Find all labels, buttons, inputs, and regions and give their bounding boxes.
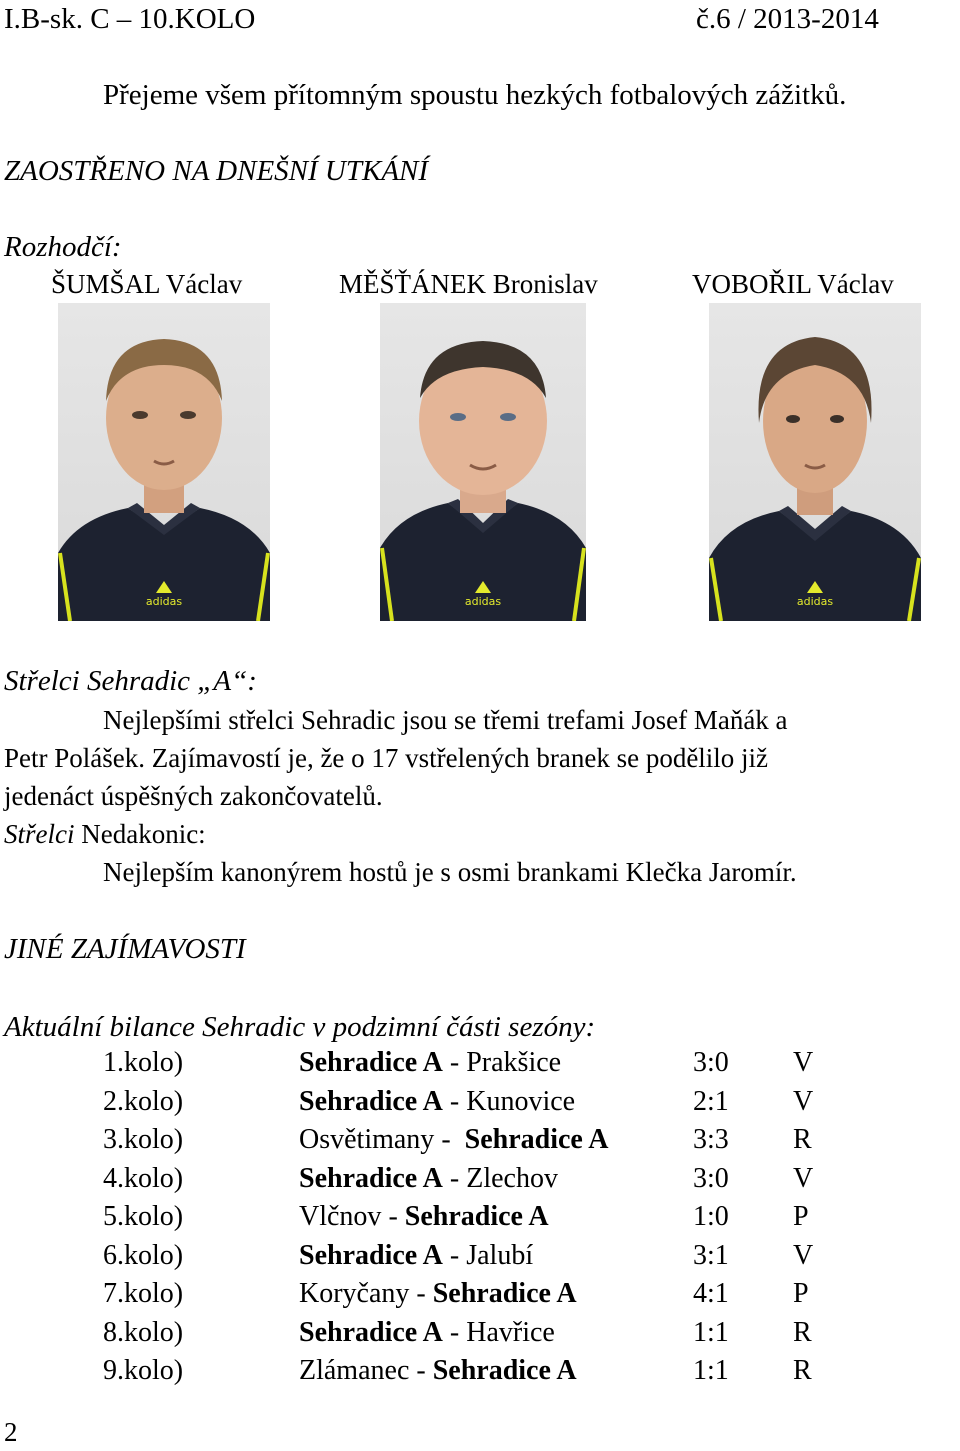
result-separator: - bbox=[409, 1355, 433, 1386]
result-match bbox=[299, 1083, 575, 1121]
result-outcome: P bbox=[793, 1201, 809, 1232]
result-match bbox=[299, 1198, 549, 1236]
result-score: 4:1 bbox=[693, 1278, 729, 1309]
result-away-team: Havřice bbox=[466, 1316, 555, 1348]
result-match bbox=[299, 1121, 609, 1159]
focus-heading: ZAOSTŘENO NA DNEŠNÍ UTKÁNÍ bbox=[4, 155, 429, 187]
result-away-team: Sehradice A bbox=[464, 1124, 609, 1155]
result-score: 3:0 bbox=[693, 1162, 729, 1194]
result-outcome: V bbox=[793, 1047, 814, 1078]
result-home-team: Sehradice A bbox=[299, 1316, 443, 1348]
result-away-team: Sehradice A bbox=[432, 1278, 577, 1309]
result-round: 7.kolo) bbox=[103, 1278, 184, 1309]
result-outcome: V bbox=[793, 1085, 814, 1117]
result-outcome: V bbox=[793, 1239, 814, 1271]
result-score: 3:1 bbox=[693, 1239, 729, 1271]
referee-photo-1 bbox=[58, 303, 270, 621]
result-home-team: Sehradice A bbox=[299, 1162, 443, 1194]
result-round: 8.kolo) bbox=[103, 1316, 184, 1348]
referee-name-3: VOBOŘIL Václav bbox=[692, 269, 894, 299]
result-score: 1:1 bbox=[693, 1316, 729, 1348]
result-separator: - bbox=[381, 1201, 405, 1232]
result-outcome: V bbox=[793, 1162, 814, 1194]
result-score: 3:0 bbox=[693, 1047, 729, 1078]
result-round: 1.kolo) bbox=[103, 1047, 184, 1078]
result-separator: - bbox=[442, 1316, 467, 1348]
scorers-away-label-rest: Nedakonic: bbox=[81, 819, 206, 849]
referee-photo-2 bbox=[380, 303, 586, 621]
result-score: 3:3 bbox=[693, 1124, 729, 1155]
scorers-home-line3: jedenáct úspěšných zakončovatelů. bbox=[4, 781, 383, 811]
scorers-away-label bbox=[4, 818, 206, 851]
scorers-away-label-italic: Střelci bbox=[4, 819, 75, 849]
referees-label: Rozhodčí: bbox=[4, 231, 122, 263]
result-home-team: Zlámanec bbox=[299, 1355, 410, 1386]
balance-label: Aktuální bilance Sehradic v podzimní části sezóny: bbox=[4, 1011, 596, 1043]
scorers-away-text: Nejlepším kanonýrem hostů je s osmi brankami Klečka Jaromír. bbox=[103, 857, 797, 887]
result-away-team: Zlechov bbox=[466, 1162, 558, 1194]
shirt-logo-1: adidas bbox=[145, 595, 183, 608]
shirt-logo-3: adidas bbox=[796, 595, 834, 608]
referee-photo-3 bbox=[709, 303, 921, 621]
result-home-team: Sehradice A bbox=[299, 1239, 443, 1271]
result-score: 2:1 bbox=[693, 1085, 729, 1117]
result-separator: - bbox=[434, 1124, 465, 1155]
result-outcome: R bbox=[793, 1355, 812, 1386]
result-separator: - bbox=[442, 1162, 467, 1194]
result-home-team: Sehradice A bbox=[299, 1047, 443, 1078]
result-round: 2.kolo) bbox=[103, 1085, 184, 1117]
result-away-team: Sehradice A bbox=[432, 1355, 577, 1386]
result-away-team: Kunovice bbox=[466, 1085, 576, 1117]
result-outcome: R bbox=[793, 1124, 812, 1155]
result-separator: - bbox=[442, 1085, 467, 1117]
result-away-team: Prakšice bbox=[466, 1047, 562, 1078]
result-match bbox=[299, 1275, 577, 1313]
result-score: 1:0 bbox=[693, 1201, 729, 1232]
other-heading: JINÉ ZAJÍMAVOSTI bbox=[4, 933, 246, 965]
result-home-team: Koryčany bbox=[299, 1278, 410, 1309]
result-round: 4.kolo) bbox=[103, 1162, 184, 1194]
result-separator: - bbox=[442, 1047, 467, 1078]
result-round: 9.kolo) bbox=[103, 1355, 184, 1386]
result-home-team: Osvětimany bbox=[299, 1124, 435, 1155]
result-score: 1:1 bbox=[693, 1355, 729, 1386]
page-number: 2 bbox=[4, 1417, 18, 1447]
result-outcome: P bbox=[793, 1278, 809, 1309]
referee-name-1: ŠUMŠAL Václav bbox=[51, 269, 243, 299]
scorers-home-line2: Petr Polášek. Zajímavostí je, že o 17 vstřelených branek se podělilo již bbox=[4, 743, 769, 773]
result-round: 5.kolo) bbox=[103, 1201, 184, 1232]
result-match bbox=[299, 1352, 577, 1390]
result-match bbox=[299, 1160, 558, 1198]
header-issue: I.B-sk. C – 10.KOLO bbox=[4, 3, 256, 35]
result-outcome: R bbox=[793, 1316, 812, 1348]
referee-name-2: MĚŠŤÁNEK Bronislav bbox=[339, 269, 598, 299]
scorers-home-line1: Nejlepšími střelci Sehradic jsou se třemi trefami Josef Maňák a bbox=[103, 705, 788, 735]
result-away-team: Sehradice A bbox=[404, 1201, 549, 1232]
result-separator: - bbox=[442, 1239, 467, 1271]
result-match bbox=[299, 1314, 555, 1352]
scorers-home-label: Střelci Sehradic „A“: bbox=[4, 665, 257, 697]
result-match bbox=[299, 1237, 533, 1275]
result-home-team: Sehradice A bbox=[299, 1085, 443, 1117]
result-round: 6.kolo) bbox=[103, 1239, 184, 1271]
greeting-text: Přejeme všem přítomným spoustu hezkých fotbalových zážitků. bbox=[103, 79, 847, 111]
result-round: 3.kolo) bbox=[103, 1124, 184, 1155]
result-home-team: Vlčnov bbox=[299, 1201, 382, 1232]
result-away-team: Jalubí bbox=[466, 1239, 534, 1271]
result-separator: - bbox=[409, 1278, 433, 1309]
shirt-logo-2: adidas bbox=[464, 595, 502, 608]
header-number: č.6 / 2013-2014 bbox=[696, 3, 879, 35]
result-match bbox=[299, 1044, 561, 1082]
